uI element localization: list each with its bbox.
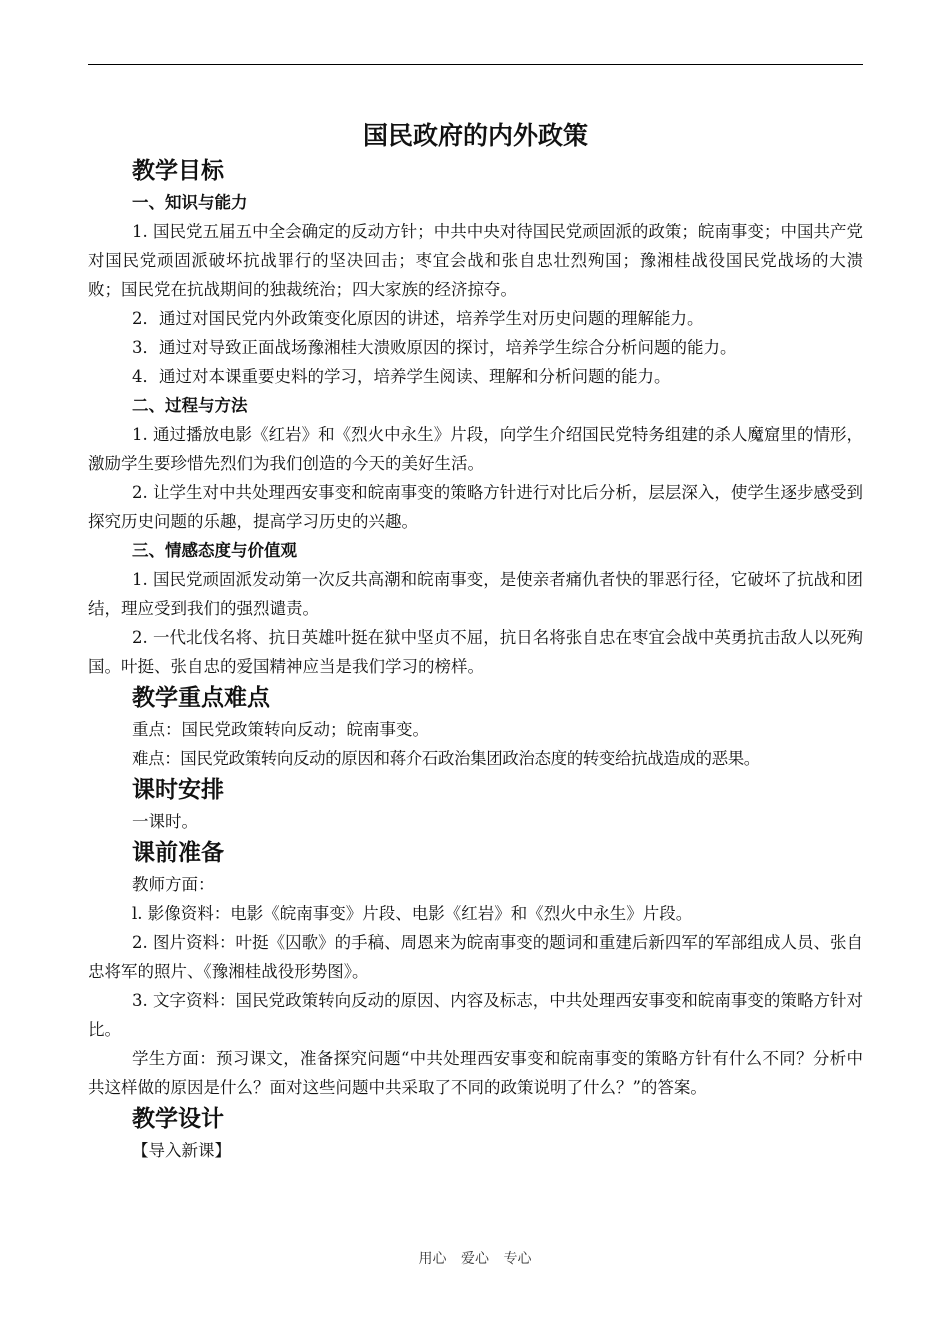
heading-design: 教学设计 (132, 1105, 224, 1132)
heading-preparation: 课前准备 (132, 839, 224, 866)
knowledge-item-2: 2．通过对国民党内外政策变化原因的讲述，培养学生对历史问题的理解能力。 (132, 309, 704, 328)
heading-schedule: 课时安排 (132, 776, 224, 803)
prep-item-3: 3. 文字资料：国民党政策转向反动的原因、内容及标志，中共处理西安事变和皖南事变的策略方针对比。 (88, 991, 863, 1039)
subheading-knowledge-ability: 一、知识与能力 (132, 193, 248, 212)
prep-item-1: l. 影像资料：电影《皖南事变》片段、电影《红岩》和《烈火中永生》片段。 (132, 904, 693, 923)
header-rule (88, 64, 863, 65)
document-title: 国民政府的内外政策 (362, 121, 588, 150)
values-item-2: 2. 一代北伐名将、抗日英雄叶挺在狱中坚贞不屈，抗日名将张自忠在枣宜会战中英勇抗击敌人以死殉国。叶挺、张自忠的爱国精神应当是我们学习的榜样。 (88, 628, 863, 676)
knowledge-item-4: 4．通过对本课重要史料的学习，培养学生阅读、理解和分析问题的能力。 (132, 367, 671, 386)
values-item-1: 1. 国民党顽固派发动第一次反共高潮和皖南事变，是使亲者痛仇者快的罪恶行径，它破坏了抗战和团结，理应受到我们的强烈谴责。 (88, 570, 863, 618)
subheading-process-method: 二、过程与方法 (132, 396, 248, 415)
teacher-label: 教师方面： (132, 875, 215, 894)
student-prep: 学生方面：预习课文，准备探究问题“中共处理西安事变和皖南事变的策略方针有什么不同？分析中共这样做的原因是什么？面对这些问题中共采取了不同的政策说明了什么？”的答案。 (88, 1049, 863, 1097)
key-difficulty: 难点：国民党政策转向反动的原因和蒋介石政治集团政治态度的转变给抗战造成的恶果。 (132, 749, 760, 768)
process-item-2: 2. 让学生对中共处理西安事变和皖南事变的策略方针进行对比后分析，层层深入，使学生逐步感受到探究历史问题的乐趣，提高学习历史的兴趣。 (88, 483, 863, 531)
intro-new-lesson: 【导入新课】 (132, 1141, 231, 1160)
knowledge-item-1: 1. 国民党五届五中全会确定的反动方针；中共中央对待国民党顽固派的政策；皖南事变；中国共产党对国民党顽固派破坏抗战罪行的坚决回击；枣宜会战和张自忠壮烈殉国；豫湘桂战役国民党战场的大溃败；国民党在抗战期间的独裁统治；四大家族的经济掠夺。 (88, 222, 863, 299)
heading-teaching-goals: 教学目标 (132, 157, 224, 184)
document-body (88, 118, 863, 1165)
key-focus: 重点：国民党政策转向反动；皖南事变。 (132, 720, 429, 739)
page-footer: 用心 爱心 专心 (418, 1251, 532, 1267)
knowledge-item-3: 3．通过对导致正面战场豫湘桂大溃败原因的探讨，培养学生综合分析问题的能力。 (132, 338, 737, 357)
heading-key-points: 教学重点难点 (132, 684, 270, 711)
schedule-text: 一课时。 (132, 812, 198, 831)
process-item-1: 1. 通过播放电影《红岩》和《烈火中永生》片段，向学生介绍国民党特务组建的杀人魔窟里的情形，激励学生要珍惜先烈们为我们创造的今天的美好生活。 (88, 425, 863, 473)
subheading-values: 三、情感态度与价值观 (132, 541, 297, 560)
prep-item-2: 2. 图片资料：叶挺《囚歌》的手稿、周恩来为皖南事变的题词和重建后新四军的军部组成人员、张自忠将军的照片、《豫湘桂战役形势图》。 (88, 933, 863, 981)
